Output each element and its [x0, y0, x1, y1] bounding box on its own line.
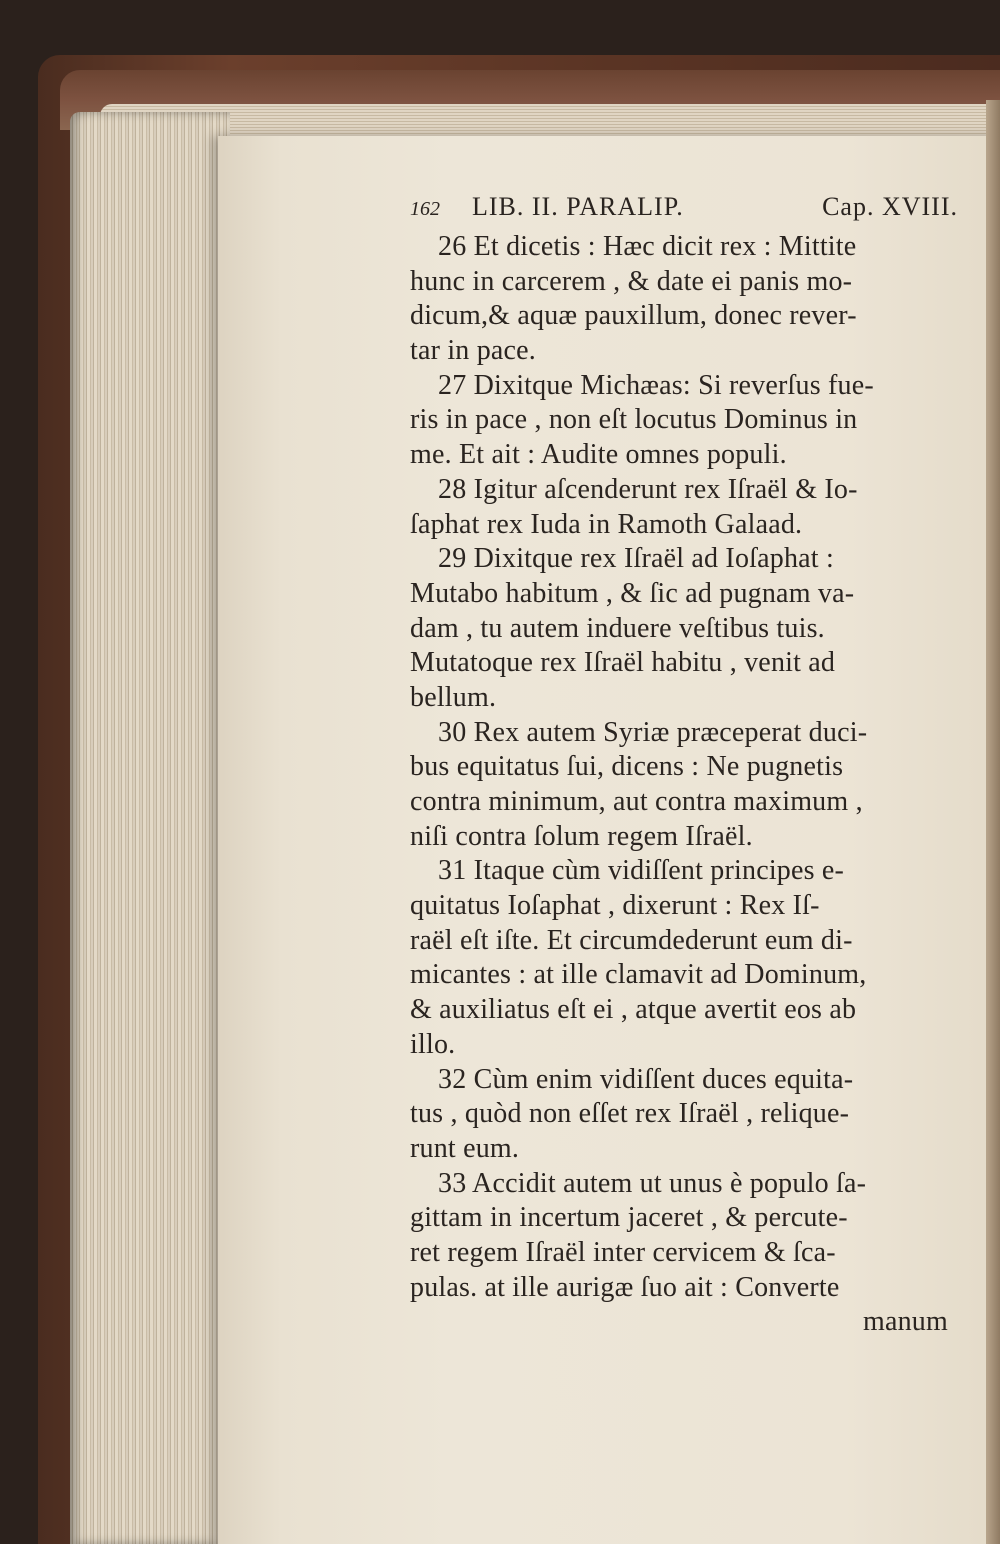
- text-line: ris in pace , non eſt locutus Dominus in: [410, 404, 858, 436]
- text-line: tar in pace.: [410, 335, 536, 367]
- chapter-label: Cap. XVIII.: [822, 192, 958, 221]
- text-line: me. Et ait : Audite omnes populi.: [410, 439, 787, 471]
- text-line: illo.: [410, 1028, 456, 1060]
- text-line: gittam in incertum jaceret , & percute-: [410, 1202, 848, 1234]
- text-line: 33 Accidit autem ut unus è populo ſa-: [438, 1167, 867, 1199]
- text-line: & auxiliatus eſt ei , atque avertit eos ab: [410, 994, 857, 1026]
- text-line: 32 Cùm enim vidiſſent duces equita-: [438, 1063, 854, 1095]
- text-line: bus equitatus ſui, dicens : Ne pugnetis: [410, 751, 844, 783]
- page-text: [410, 190, 958, 1340]
- text-line: 30 Rex autem Syriæ præceperat duci-: [438, 716, 868, 748]
- page-block-edges: [70, 112, 230, 1544]
- text-line: 27 Dixitque Michæas: Si reverſus fue-: [438, 369, 874, 401]
- text-line: 29 Dixitque rex Iſraël ad Ioſaphat :: [438, 543, 834, 575]
- text-line: 28 Igitur aſcenderunt rex Iſraël & Io-: [438, 473, 858, 505]
- text-line: contra minimum, aut contra maximum ,: [410, 786, 863, 817]
- text-lines: [410, 230, 958, 1305]
- text-line: dicum,& aquæ pauxillum, donec rever-: [410, 300, 857, 332]
- text-line: 26 Et dicetis : Hæc dicit rex : Mittite: [438, 231, 857, 262]
- text-line: niſi contra ſolum regem Iſraël.: [410, 820, 753, 852]
- text-line: quitatus Ioſaphat , dixerunt : Rex Iſ-: [410, 890, 820, 922]
- text-line: Mutabo habitum , & ſic ad pugnam va-: [410, 577, 855, 609]
- running-header: [410, 190, 958, 230]
- text-line: hunc in carcerem , & date ei panis mo-: [410, 265, 853, 297]
- text-line: runt eum.: [410, 1132, 520, 1164]
- facing-page-edge: [986, 100, 1000, 1544]
- text-line: Mutatoque rex Iſraël habitu , venit ad: [410, 647, 836, 679]
- text-line: ret regem Iſraël inter cervicem & ſca-: [410, 1236, 836, 1268]
- text-line: pulas. at ille aurigæ ſuo ait : Converte: [410, 1271, 840, 1303]
- page-number: 162: [410, 198, 440, 220]
- running-title: LIB. II. PARALIP.: [472, 192, 684, 221]
- text-line: dam , tu autem induere veſtibus tuis.: [410, 612, 825, 644]
- text-line: micantes : at ille clamavit ad Dominum,: [410, 959, 867, 991]
- text-line: 31 Itaque cùm vidiſſent principes e-: [438, 855, 845, 887]
- text-line: ſaphat rex Iuda in Ramoth Galaad.: [410, 508, 803, 540]
- text-line: bellum.: [410, 681, 497, 713]
- catchword: manum: [863, 1306, 948, 1338]
- text-line: raël eſt iſte. Et circumdederunt eum di-: [410, 924, 853, 956]
- text-line: tus , quòd non eſſet rex Iſraël , relique-: [410, 1098, 850, 1130]
